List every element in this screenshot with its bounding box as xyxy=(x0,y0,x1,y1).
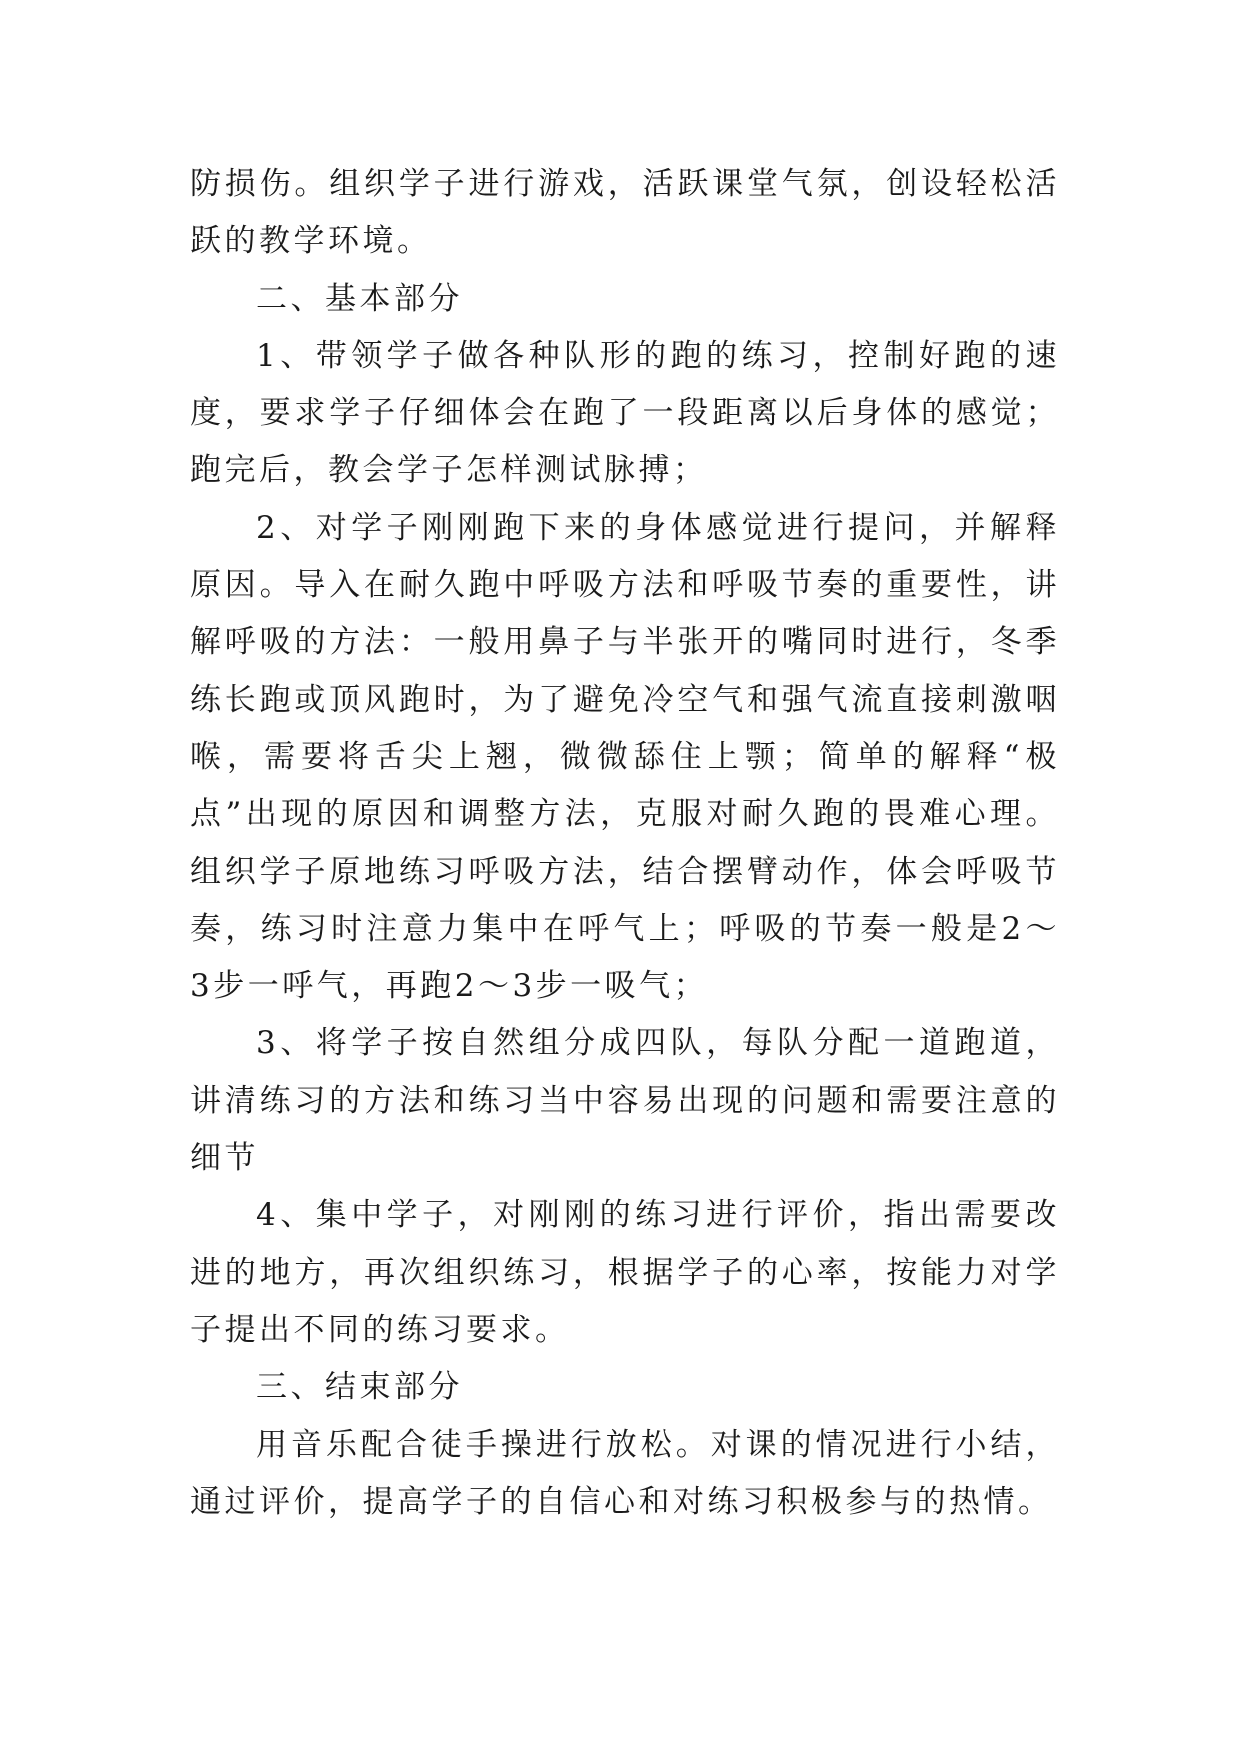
document-body xyxy=(190,156,1060,1531)
paragraph-step-3: 3、将学子按自然组分成四队，每队分配一道跑道，讲清练习的方法和练习当中容易出现的问题和需要注意的细节 xyxy=(190,1025,1060,1177)
paragraph-step-4: 4、集中学子，对刚刚的练习进行评价，指出需要改进的地方，再次组织练习，根据学子的心率，按能力对学子提出不同的练习要求。 xyxy=(190,1197,1060,1348)
section-heading-basic: 二、基本部分 xyxy=(256,280,463,317)
paragraph-step-1: 1、带领学子做各种队形的跑的练习，控制好跑的速度，要求学子仔细体会在跑了一段距离以后身体的感觉；跑完后，教会学子怎样测试脉搏； xyxy=(190,337,1060,489)
paragraph-step-2: 2、对学子刚刚跑下来的身体感觉进行提问，并解释原因。导入在耐久跑中呼吸方法和呼吸节奏的重要性，讲解呼吸的方法：一般用鼻子与半张开的嘴同时进行，冬季练长跑或顶风跑时，为了避免冷空气和强气流直接刺激咽喉，需要将舌尖上翘，微微舔住上颚；简单的解释“极点”出现的原因和调整方法，克服对耐久跑的畏难心理。组织学子原地练习呼吸方法，结合摆臂动作，体会呼吸节奏，练习时注意力集中在呼气上；呼吸的节奏一般是2～3步一呼气，再跑2～3步一吸气； xyxy=(190,509,1060,1005)
paragraph-ending: 用音乐配合徒手操进行放松。对课的情况进行小结，通过评价，提高学子的自信心和对练习积极参与的热情。 xyxy=(190,1426,1060,1520)
paragraph-continuation: 防损伤。组织学子进行游戏，活跃课堂气氛，创设轻松活跃的教学环境。 xyxy=(190,166,1060,260)
section-heading-ending: 三、结束部分 xyxy=(256,1369,463,1406)
